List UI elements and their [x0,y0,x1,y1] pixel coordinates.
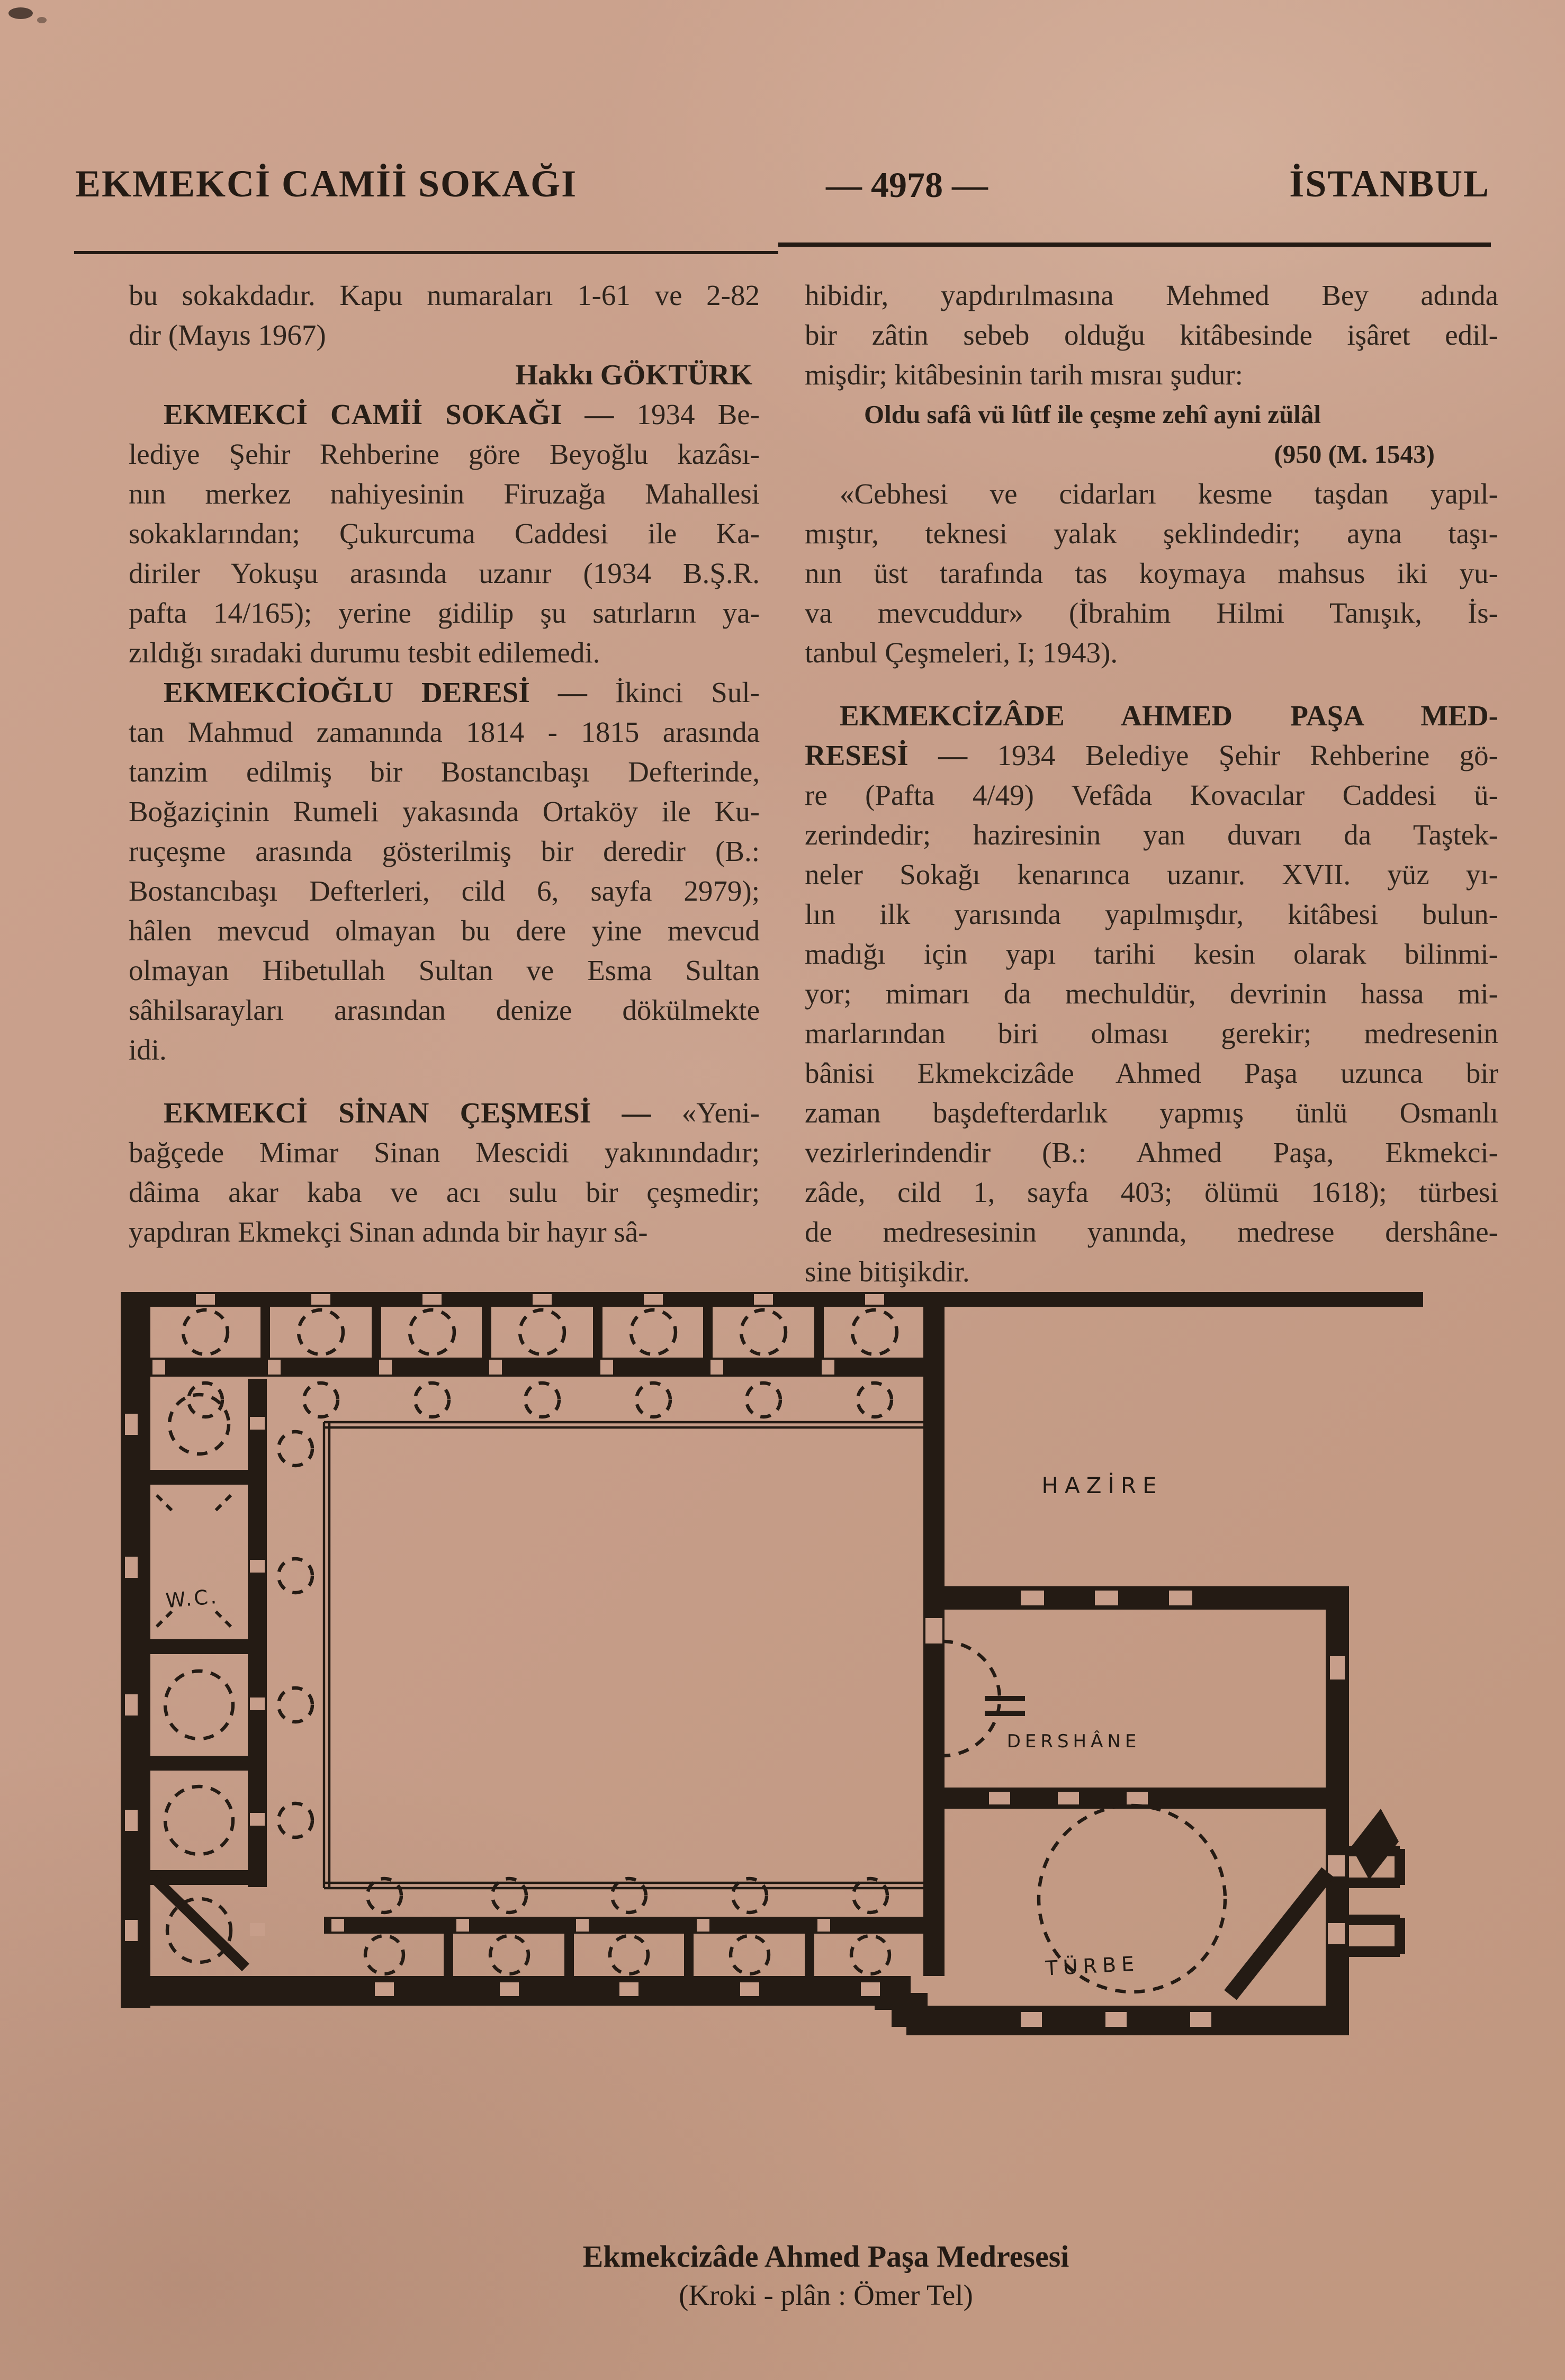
text-line: «Cebhesi ve cidarları kesme taşdan yapıl- [840,478,1498,510]
text-line: zâde, cild 1, sayfa 403; ölümü 1618); türbesi [805,1176,1498,1208]
plan-label-wc: W.C. [165,1584,220,1613]
floor-plan-figure [89,1290,1487,2222]
text-line: Oldu safâ vü lûtf ile çeşme zehî ayni zülâl [864,400,1321,429]
text-line: EKMEKCİ SİNAN ÇEŞMESİ — «Yeni- [164,1097,760,1129]
text-line: sâhilsarayları arasından denize dökülmekte [129,994,760,1026]
text-line: marlarından biri olması gerekir; medresenin [805,1017,1498,1049]
text-line: lın ilk yarısında yapılmışdır, kitâbesi bulun- [805,898,1498,930]
text-line: dir (Mayıs 1967) [129,319,326,351]
text-line: yor; mimarı da mechuldür, devrinin hassa mi- [805,977,1498,1010]
text-line: zerindedir; haziresinin yan duvarı da Taştek- [805,819,1498,851]
scan-smudge [37,17,47,23]
plan-label-turbe: TÜRBE [1045,1952,1140,1980]
text-line: bânisi Ekmekcizâde Ahmed Paşa uzunca bir [805,1057,1498,1089]
text-line: madığı için yapı tarihi kesin olarak bilinmi- [805,938,1498,970]
paragraph [805,275,1498,394]
cell-separator-walls [260,1307,824,1976]
text-line: tanbul Çeşmeleri, I; 1943). [805,636,1118,669]
text-line: pafta 14/165); yerine gidilip şu satırların ya- [129,597,760,629]
misc-marks [155,1495,1400,1968]
text-line: hibidir, yapdırılmasına Mehmed Bey adında [805,279,1498,311]
text-line: re (Pafta 4/49) Vefâda Kovacılar Caddesi ü- [805,779,1498,811]
paragraph [129,275,760,394]
text-line: lediye Şehir Rehberine göre Beyoğlu kazâsı- [129,438,760,470]
scan-smudge [8,7,33,19]
text-line: sine bitişikdir. [805,1255,970,1288]
text-line: (950 (M. 1543) [1274,439,1435,469]
figure-caption [127,2239,1525,2312]
text-line: vezirlerindendir (B.: Ahmed Paşa, Ekmekci- [805,1136,1498,1169]
caption-credit: (Kroki - plân : Ömer Tel) [679,2279,973,2311]
text-line: olmayan Hibetullah Sultan ve Esma Sultan [129,954,760,986]
text-line: hâlen mevcud olmayan bu dere yine mevcud [129,914,760,947]
text-line: sokaklarından; Çukurcuma Caddesi ile Ka- [129,517,760,550]
text-line: bu sokakdadır. Kapu numaraları 1-61 ve 2-82 [129,279,760,311]
text-line: Boğaziçinin Rumeli yakasında Ortaköy ile Ku- [129,795,760,828]
text-line: bağçede Mimar Sinan Mescidi yakınındadır; [129,1136,760,1169]
text-column-left [129,275,760,1252]
paragraph [805,696,1498,1291]
header-rule-left [74,251,778,254]
text-line: EKMEKCİZÂDE AHMED PAŞA MED- [840,699,1498,732]
text-line: mişdir; kitâbesinin tarih mısraı şudur: [805,358,1243,391]
plan-label-dershane: DERSHÂNE [1006,1731,1141,1752]
caption-title: Ekmekcizâde Ahmed Paşa Medresesi [582,2239,1069,2274]
text-line: tan Mahmud zamanında 1814 - 1815 arasında [129,716,760,748]
text-line: ruçeşme arasında gösterilmiş bir deredir (B.: [129,835,760,867]
text-line: zıldığı sıradaki durumu tesbit edilemedi. [129,636,600,669]
text-line: de medresesinin yanında, medrese dershâne- [805,1216,1498,1248]
plan-walls [121,1292,1423,2035]
text-line: nın merkez nahiyesinin Firuzağa Mahallesi [129,478,760,510]
portico-lines [324,1422,925,1888]
text-line: diriler Yokuşu arasında uzanır (1934 B.Ş.R. [129,557,760,589]
text-line: yapdıran Ekmekçi Sinan adında bir hayır sâ- [129,1216,648,1248]
text-line: neler Sokağı kenarınca uzanır. XVII. yüz yı- [805,858,1498,891]
running-head-right: İSTANBUL [1289,163,1490,205]
paragraph [805,474,1498,672]
text-line: Bostancıbaşı Defterleri, cild 6, sayfa 2979); [129,875,760,907]
north-arrow [1230,1809,1399,1995]
text-line: mıştır, teknesi yalak şeklindedir; ayna taşı- [805,517,1498,550]
paragraph [129,672,760,1070]
text-line: zaman başdefterdarlık yapmış ünlü Osmanlı [805,1097,1498,1129]
text-line: bir zâtin sebeb olduğu kitâbesinde işâret edil- [805,319,1498,351]
text-line: Hakkı GÖKTÜRK [515,358,752,391]
page-number: — 4978 — [826,165,988,205]
text-column-right [805,275,1498,1291]
paragraph [129,394,760,672]
text-line: dâima akar kaba ve acı sulu bir çeşmedir; [129,1176,760,1208]
text-line: tanzim edilmiş bir Bostancıbaşı Defterinde, [129,756,760,788]
text-line: RESESİ — 1934 Belediye Şehir Rehberine gö- [805,739,1498,771]
text-line: nın üst tarafında tas koymaya mahsus iki yu- [805,557,1498,589]
floor-plan [89,1290,1487,2222]
paragraph [129,1093,760,1252]
running-head-left: EKMEKCİ CAMİİ SOKAĞI [75,163,578,205]
text-line: EKMEKCİ CAMİİ SOKAĞI — 1934 Be- [164,398,760,430]
text-line: va mevcuddur» (İbrahim Hilmi Tanışık, İs- [805,597,1498,629]
header-rule-right [778,243,1491,247]
text-line: idi. [129,1034,167,1066]
paragraph [805,394,1498,474]
plan-label-hazire: HAZİRE [1041,1472,1163,1498]
text-line: EKMEKCİOĞLU DERESİ — İkinci Sul- [164,676,760,708]
